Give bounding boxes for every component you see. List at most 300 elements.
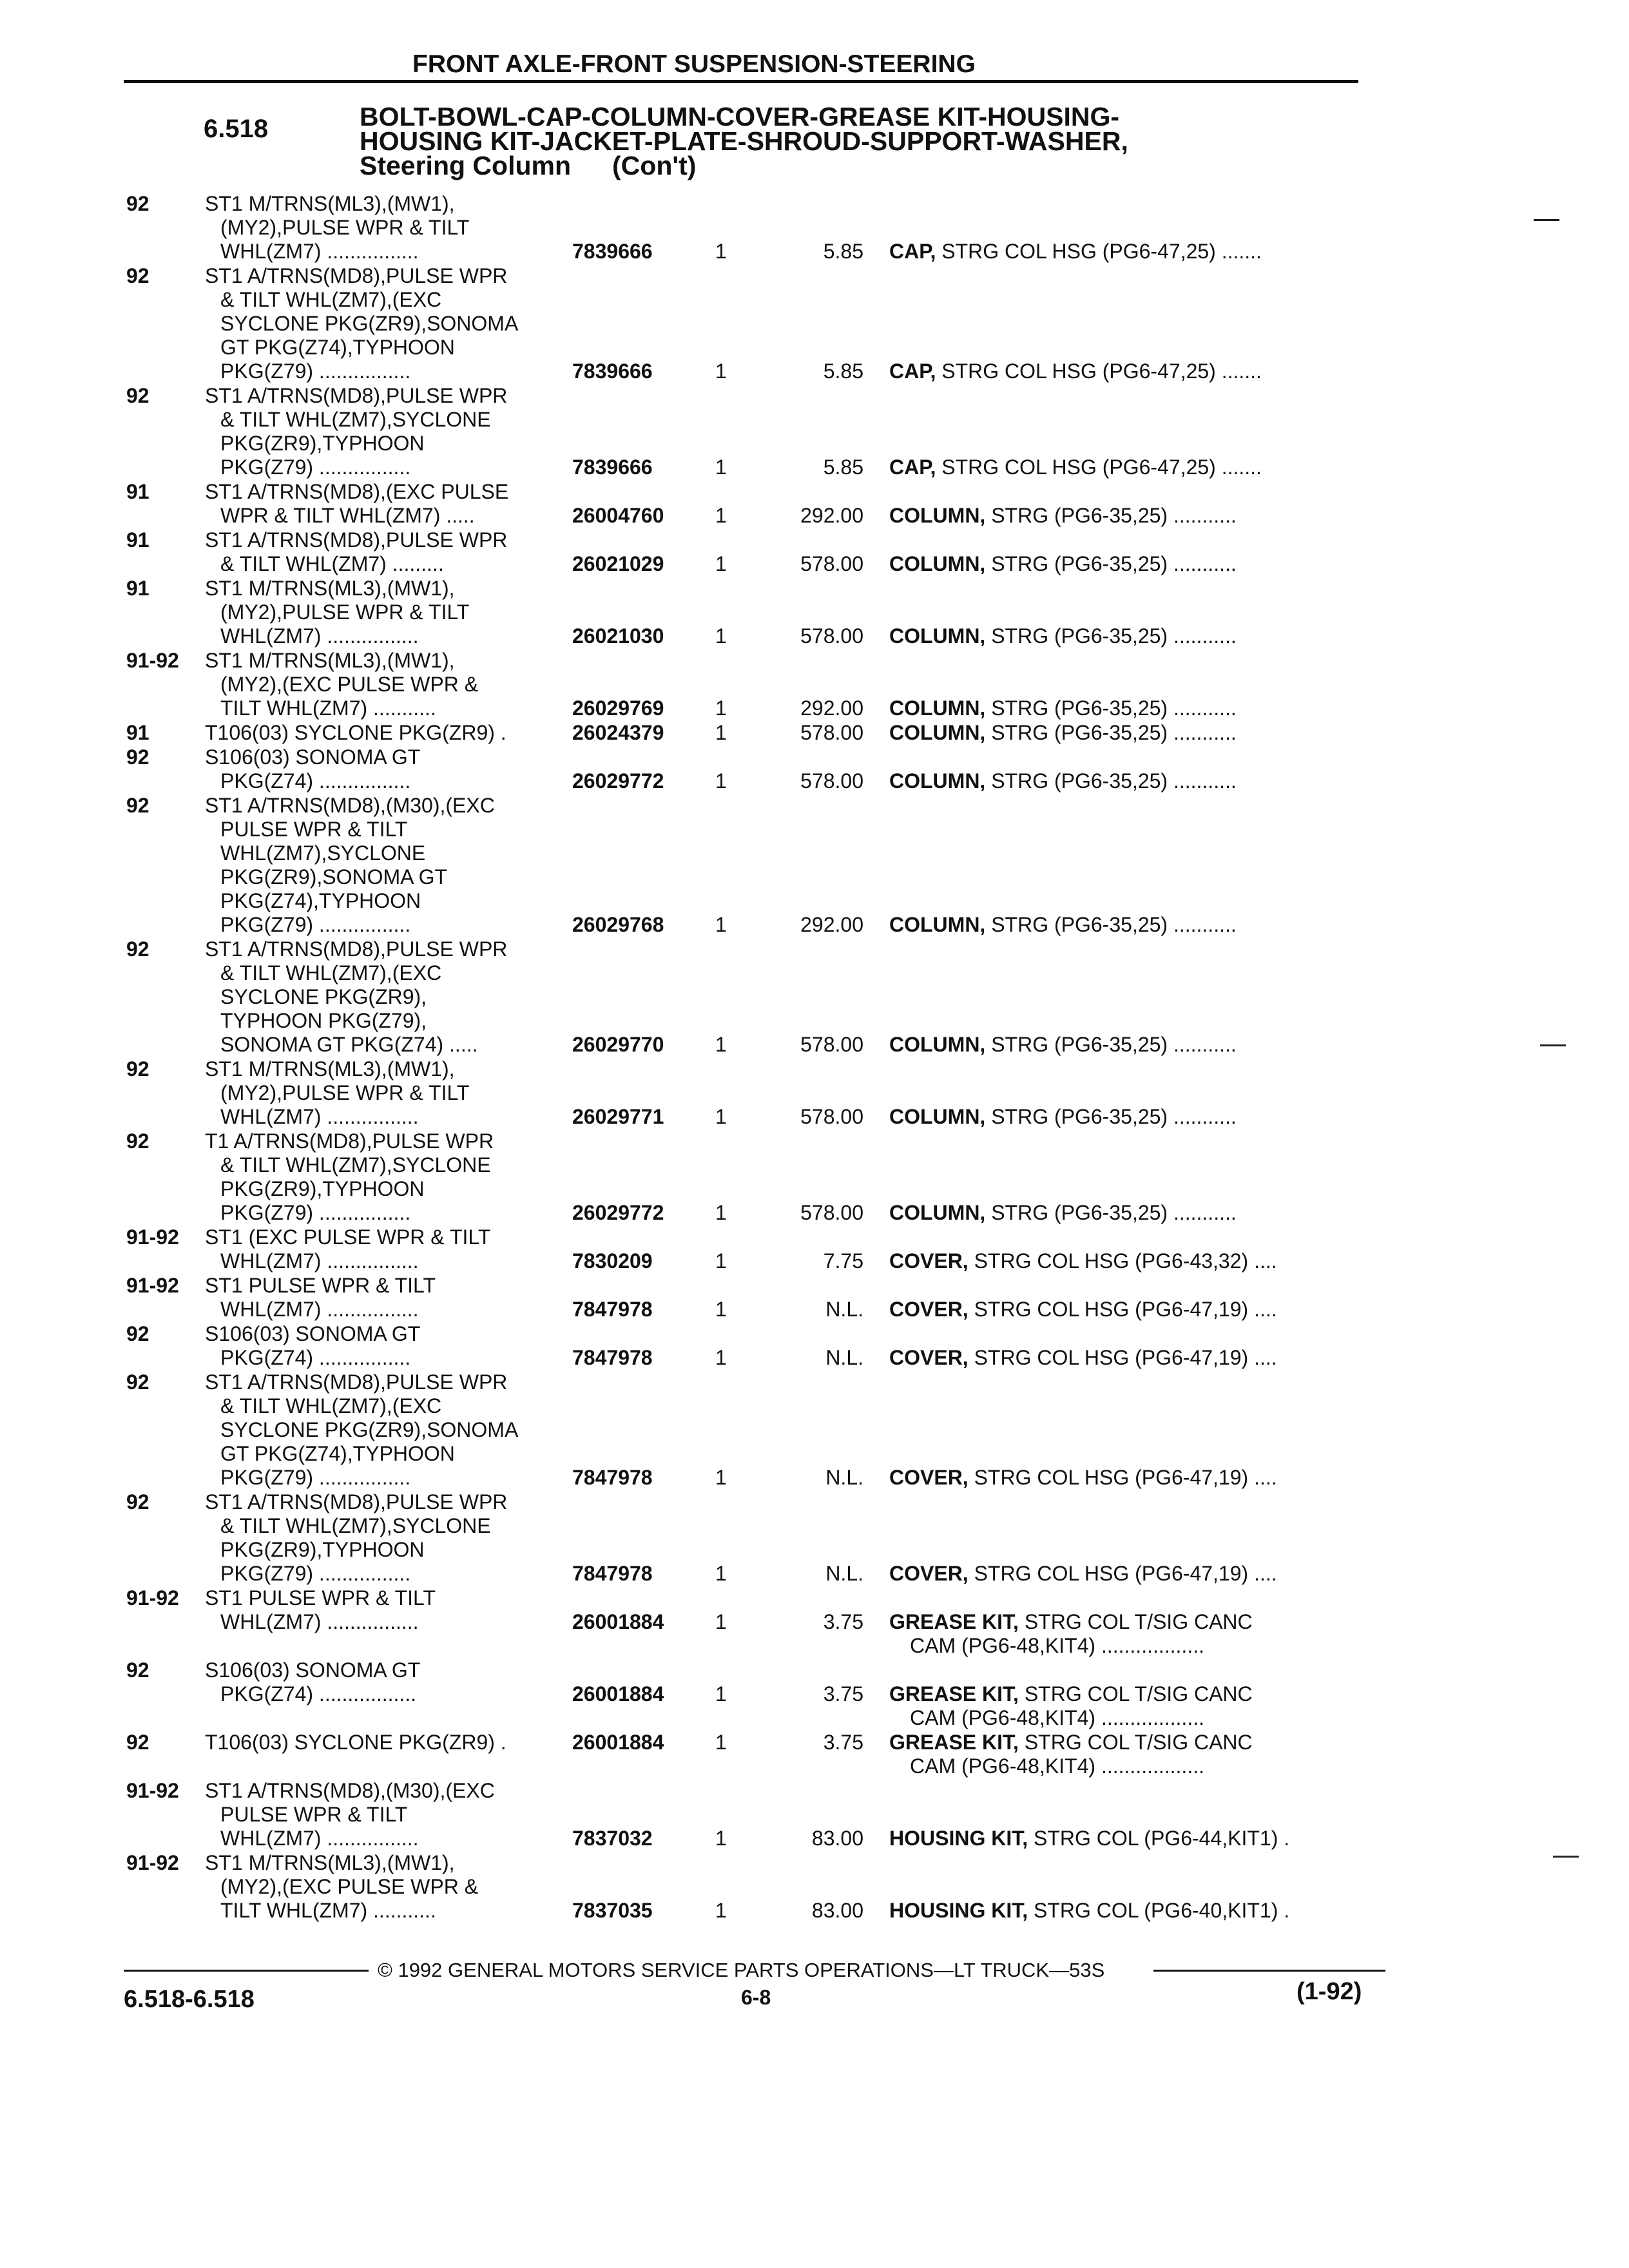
footer-rule-right bbox=[1153, 1970, 1385, 1972]
application-line: ST1 A/TRNS(MD8),PULSE WPR bbox=[205, 1490, 508, 1514]
part-detail: STRG (PG6-35,25) ........... bbox=[985, 913, 1237, 936]
description-line bbox=[889, 1731, 1253, 1754]
part-number: 7837035 bbox=[572, 1899, 653, 1922]
application-line: ST1 PULSE WPR & TILT bbox=[205, 1586, 436, 1610]
model-year: 91 bbox=[126, 577, 149, 600]
part-name: COVER, bbox=[889, 1562, 969, 1585]
quantity: 1 bbox=[715, 1033, 727, 1056]
footer-copyright: © 1992 GENERAL MOTORS SERVICE PARTS OPERATIONS—LT TRUCK—53S bbox=[378, 1959, 1105, 1981]
model-year: 91-92 bbox=[126, 1274, 179, 1297]
part-number: 7847978 bbox=[572, 1562, 653, 1585]
application-line: PKG(Z79) ................ bbox=[220, 913, 411, 936]
price: 5.85 bbox=[823, 456, 863, 479]
part-name: COLUMN, bbox=[889, 769, 986, 793]
model-application bbox=[205, 264, 518, 383]
application-line: PKG(Z79) ................ bbox=[220, 1562, 411, 1585]
model-year: 92 bbox=[126, 1490, 149, 1514]
description-line bbox=[889, 721, 1237, 745]
part-description bbox=[889, 1899, 1289, 1923]
section-subtitle-line bbox=[360, 153, 1128, 178]
part-detail: STRG COL HSG (PG6-47,25) ....... bbox=[936, 456, 1262, 479]
part-description bbox=[889, 1610, 1253, 1658]
model-application bbox=[205, 192, 469, 264]
description-line bbox=[889, 769, 1237, 793]
quantity: 1 bbox=[715, 1827, 727, 1850]
quantity: 1 bbox=[715, 504, 727, 527]
application-line: T106(03) SYCLONE PKG(ZR9) . bbox=[205, 721, 506, 744]
part-number: 7839666 bbox=[572, 360, 653, 383]
application-line: S106(03) SONOMA GT bbox=[205, 1322, 421, 1345]
section-title bbox=[360, 104, 1128, 178]
application-line: ST1 A/TRNS(MD8),(M30),(EXC bbox=[205, 794, 495, 817]
parts-entry bbox=[0, 1779, 1629, 1850]
part-detail: STRG COL (PG6-44,KIT1) . bbox=[1028, 1827, 1290, 1850]
quantity: 1 bbox=[715, 360, 727, 383]
price: 292.00 bbox=[800, 697, 863, 720]
parts-entry bbox=[0, 1658, 1629, 1730]
application-line: PKG(ZR9),TYPHOON bbox=[220, 1538, 425, 1561]
part-number: 7839666 bbox=[572, 456, 653, 479]
part-detail: STRG COL HSG (PG6-47,19) .... bbox=[968, 1346, 1277, 1369]
parts-entry bbox=[0, 794, 1629, 937]
price: 3.75 bbox=[823, 1731, 863, 1754]
application-line: ST1 A/TRNS(MD8),PULSE WPR bbox=[205, 1370, 508, 1394]
application-line: PKG(Z74) ................. bbox=[220, 1682, 417, 1706]
price: 578.00 bbox=[800, 1105, 863, 1128]
section-title-line-2: HOUSING KIT-JACKET-PLATE-SHROUD-SUPPORT-WASHER, bbox=[360, 126, 1128, 156]
model-year: 91-92 bbox=[126, 1225, 179, 1249]
model-year: 91 bbox=[126, 721, 149, 744]
application-line: SYCLONE PKG(ZR9),SONOMA bbox=[220, 1418, 519, 1441]
part-detail: STRG COL T/SIG CANC bbox=[1018, 1610, 1253, 1633]
quantity: 1 bbox=[715, 697, 727, 720]
parts-entry bbox=[0, 577, 1629, 648]
description-line bbox=[889, 1346, 1277, 1370]
model-year: 92 bbox=[126, 794, 149, 817]
quantity: 1 bbox=[715, 1731, 727, 1754]
application-line: WHL(ZM7) ................ bbox=[220, 1249, 419, 1273]
model-application bbox=[205, 745, 420, 793]
application-line: TILT WHL(ZM7) ........... bbox=[220, 1899, 436, 1922]
part-description bbox=[889, 240, 1262, 264]
part-name: HOUSING KIT, bbox=[889, 1899, 1028, 1922]
part-name: COLUMN, bbox=[889, 1105, 986, 1128]
part-detail: STRG (PG6-35,25) ........... bbox=[985, 504, 1237, 527]
model-application bbox=[205, 649, 478, 720]
model-year: 91-92 bbox=[126, 1851, 179, 1874]
price: N.L. bbox=[825, 1298, 863, 1321]
quantity: 1 bbox=[715, 1249, 727, 1273]
price: 7.75 bbox=[823, 1249, 863, 1273]
model-application bbox=[205, 577, 469, 648]
parts-entry bbox=[0, 1731, 1629, 1778]
quantity: 1 bbox=[715, 913, 727, 936]
part-description bbox=[889, 697, 1237, 720]
parts-entry bbox=[0, 1322, 1629, 1370]
part-name: COLUMN, bbox=[889, 1201, 986, 1224]
quantity: 1 bbox=[715, 1105, 727, 1128]
section-continued: (Con't) bbox=[612, 151, 697, 180]
part-name: COVER, bbox=[889, 1346, 969, 1369]
part-name: CAP, bbox=[889, 240, 936, 263]
description-line bbox=[889, 1298, 1277, 1321]
model-application bbox=[205, 480, 508, 528]
model-application bbox=[205, 937, 507, 1057]
model-year: 91 bbox=[126, 480, 149, 503]
price: 5.85 bbox=[823, 360, 863, 383]
model-year: 92 bbox=[126, 937, 149, 961]
price: 83.00 bbox=[811, 1899, 863, 1922]
model-application bbox=[205, 794, 495, 937]
application-line: (MY2),(EXC PULSE WPR & bbox=[220, 1875, 479, 1898]
application-line: ST1 A/TRNS(MD8),PULSE WPR bbox=[205, 937, 508, 961]
price: 578.00 bbox=[800, 624, 863, 648]
quantity: 1 bbox=[715, 240, 727, 263]
part-number: 26024379 bbox=[572, 721, 664, 744]
part-detail: STRG COL HSG (PG6-47,25) ....... bbox=[936, 240, 1262, 263]
application-line: PKG(Z74),TYPHOON bbox=[220, 889, 421, 912]
footer-page-number: 6-8 bbox=[741, 1986, 771, 2009]
description-line bbox=[889, 1033, 1237, 1057]
description-continuation: CAM (PG6-48,KIT4) .................. bbox=[910, 1706, 1204, 1729]
part-description bbox=[889, 1682, 1253, 1730]
part-description bbox=[889, 721, 1237, 745]
part-number: 26001884 bbox=[572, 1682, 664, 1706]
model-year: 91-92 bbox=[126, 1779, 179, 1802]
description-line bbox=[889, 1610, 1253, 1634]
application-line: PKG(Z74) ................ bbox=[220, 1346, 411, 1369]
model-application bbox=[205, 528, 507, 576]
quantity: 1 bbox=[715, 552, 727, 575]
parts-entry bbox=[0, 1370, 1629, 1490]
part-name: CAP, bbox=[889, 360, 936, 383]
parts-entry bbox=[0, 721, 1629, 745]
part-detail: STRG COL HSG (PG6-43,32) .... bbox=[968, 1249, 1277, 1273]
application-line: & TILT WHL(ZM7),(EXC bbox=[220, 1394, 442, 1418]
model-year: 92 bbox=[126, 1322, 149, 1345]
description-line bbox=[889, 1682, 1253, 1706]
part-description bbox=[889, 1827, 1289, 1850]
part-name: COLUMN, bbox=[889, 721, 986, 744]
part-name: COLUMN, bbox=[889, 697, 986, 720]
part-detail: STRG (PG6-35,25) ........... bbox=[985, 697, 1237, 720]
application-line: ST1 M/TRNS(ML3),(MW1), bbox=[205, 1057, 455, 1081]
margin-mark bbox=[1553, 1856, 1579, 1858]
application-line: & TILT WHL(ZM7),SYCLONE bbox=[220, 1514, 491, 1537]
price: N.L. bbox=[825, 1562, 863, 1585]
part-number: 26029768 bbox=[572, 913, 664, 936]
part-name: COLUMN, bbox=[889, 504, 986, 527]
model-application bbox=[205, 1225, 490, 1273]
model-application bbox=[205, 1490, 507, 1586]
description-line bbox=[889, 697, 1237, 720]
margin-mark bbox=[1540, 1044, 1566, 1046]
part-description bbox=[889, 1298, 1277, 1321]
quantity: 1 bbox=[715, 1562, 727, 1585]
part-detail: STRG (PG6-35,25) ........... bbox=[985, 769, 1237, 793]
application-line: PKG(Z79) ................ bbox=[220, 456, 411, 479]
part-description bbox=[889, 1346, 1277, 1370]
application-line: ST1 M/TRNS(ML3),(MW1), bbox=[205, 192, 455, 215]
description-line bbox=[889, 1827, 1289, 1850]
part-number: 26021029 bbox=[572, 552, 664, 575]
price: 292.00 bbox=[800, 504, 863, 527]
price: 83.00 bbox=[811, 1827, 863, 1850]
part-description bbox=[889, 769, 1237, 793]
parts-entry bbox=[0, 1129, 1629, 1225]
part-number: 26004760 bbox=[572, 504, 664, 527]
application-line: WPR & TILT WHL(ZM7) ..... bbox=[220, 504, 475, 527]
description-line bbox=[889, 552, 1237, 576]
quantity: 1 bbox=[715, 1682, 727, 1706]
part-description bbox=[889, 504, 1237, 528]
price: 5.85 bbox=[823, 240, 863, 263]
parts-entry bbox=[0, 937, 1629, 1057]
part-description bbox=[889, 1466, 1277, 1490]
section-subtitle: Steering Column bbox=[360, 151, 572, 180]
application-line: PULSE WPR & TILT bbox=[220, 818, 408, 841]
part-detail: STRG (PG6-35,25) ........... bbox=[985, 721, 1237, 744]
parts-entry bbox=[0, 1057, 1629, 1129]
model-year: 91-92 bbox=[126, 649, 179, 672]
description-line bbox=[889, 1249, 1277, 1273]
section-title-line-1: BOLT-BOWL-CAP-COLUMN-COVER-GREASE KIT-HOUSING- bbox=[360, 102, 1120, 131]
application-line: & TILT WHL(ZM7),(EXC bbox=[220, 961, 442, 985]
part-description bbox=[889, 624, 1237, 648]
application-line: PULSE WPR & TILT bbox=[220, 1803, 408, 1826]
application-line: PKG(ZR9),TYPHOON bbox=[220, 432, 425, 455]
model-application bbox=[205, 721, 506, 745]
part-number: 7837032 bbox=[572, 1827, 653, 1850]
part-description bbox=[889, 1105, 1237, 1129]
model-application bbox=[205, 1057, 469, 1129]
part-description bbox=[889, 913, 1237, 937]
part-name: COLUMN, bbox=[889, 624, 986, 648]
page-header: FRONT AXLE-FRONT SUSPENSION-STEERING bbox=[412, 50, 976, 78]
model-year: 92 bbox=[126, 192, 149, 215]
quantity: 1 bbox=[715, 1298, 727, 1321]
price: 3.75 bbox=[823, 1682, 863, 1706]
part-description bbox=[889, 1731, 1253, 1778]
application-line: & TILT WHL(ZM7),SYCLONE bbox=[220, 408, 491, 431]
application-line: S106(03) SONOMA GT bbox=[205, 745, 421, 769]
model-application bbox=[205, 1658, 420, 1706]
application-line: SONOMA GT PKG(Z74) ..... bbox=[220, 1033, 478, 1056]
application-line: (MY2),(EXC PULSE WPR & bbox=[220, 673, 479, 696]
price: N.L. bbox=[825, 1466, 863, 1489]
model-year: 92 bbox=[126, 1129, 149, 1153]
part-description bbox=[889, 1562, 1277, 1586]
application-line: T106(03) SYCLONE PKG(ZR9) . bbox=[205, 1731, 506, 1754]
model-year: 92 bbox=[126, 1731, 149, 1754]
quantity: 1 bbox=[715, 721, 727, 744]
quantity: 1 bbox=[715, 1466, 727, 1489]
application-line: ST1 PULSE WPR & TILT bbox=[205, 1274, 436, 1297]
application-line: WHL(ZM7),SYCLONE bbox=[220, 841, 426, 865]
model-year: 92 bbox=[126, 264, 149, 287]
model-year: 92 bbox=[126, 1370, 149, 1394]
part-description bbox=[889, 552, 1237, 576]
model-application bbox=[205, 1274, 436, 1321]
section-number: 6.518 bbox=[204, 115, 269, 143]
application-line: ST1 M/TRNS(ML3),(MW1), bbox=[205, 1851, 455, 1874]
part-detail: STRG (PG6-35,25) ........... bbox=[985, 624, 1237, 648]
description-line bbox=[889, 240, 1262, 264]
application-line: ST1 A/TRNS(MD8),(M30),(EXC bbox=[205, 1779, 495, 1802]
part-name: COLUMN, bbox=[889, 1033, 986, 1056]
model-year: 92 bbox=[126, 1057, 149, 1081]
price: 3.75 bbox=[823, 1610, 863, 1633]
part-detail: STRG (PG6-35,25) ........... bbox=[985, 1033, 1237, 1056]
part-description bbox=[889, 1201, 1237, 1225]
part-name: COVER, bbox=[889, 1466, 969, 1489]
part-number: 26001884 bbox=[572, 1610, 664, 1633]
part-name: COLUMN, bbox=[889, 552, 986, 575]
parts-entry bbox=[0, 264, 1629, 383]
model-application bbox=[205, 1586, 436, 1634]
application-line: (MY2),PULSE WPR & TILT bbox=[220, 1081, 470, 1104]
quantity: 1 bbox=[715, 624, 727, 648]
description-line bbox=[889, 456, 1262, 479]
application-line: ST1 M/TRNS(ML3),(MW1), bbox=[205, 577, 455, 600]
application-line: WHL(ZM7) ................ bbox=[220, 1610, 419, 1633]
model-application bbox=[205, 1129, 494, 1225]
price: 578.00 bbox=[800, 1201, 863, 1224]
part-description bbox=[889, 456, 1262, 479]
application-line: WHL(ZM7) ................ bbox=[220, 240, 419, 263]
application-line: T1 A/TRNS(MD8),PULSE WPR bbox=[205, 1129, 494, 1153]
application-line: PKG(ZR9),SONOMA GT bbox=[220, 865, 448, 889]
model-application bbox=[205, 1322, 420, 1370]
application-line: ST1 A/TRNS(MD8),(EXC PULSE bbox=[205, 480, 509, 503]
part-number: 26021030 bbox=[572, 624, 664, 648]
footer-revision-date: (1-92) bbox=[1296, 1978, 1362, 2005]
part-detail: STRG COL T/SIG CANC bbox=[1018, 1682, 1253, 1706]
part-name: CAP, bbox=[889, 456, 936, 479]
part-detail: STRG (PG6-35,25) ........... bbox=[985, 552, 1237, 575]
application-line: S106(03) SONOMA GT bbox=[205, 1658, 421, 1682]
parts-entry bbox=[0, 480, 1629, 528]
part-number: 7830209 bbox=[572, 1249, 653, 1273]
part-number: 7847978 bbox=[572, 1298, 653, 1321]
model-application bbox=[205, 384, 507, 479]
part-number: 26029769 bbox=[572, 697, 664, 720]
part-detail: STRG COL (PG6-40,KIT1) . bbox=[1028, 1899, 1290, 1922]
application-line: WHL(ZM7) ................ bbox=[220, 624, 419, 648]
part-detail: STRG (PG6-35,25) ........... bbox=[985, 1201, 1237, 1224]
quantity: 1 bbox=[715, 769, 727, 793]
application-line: ST1 A/TRNS(MD8),PULSE WPR bbox=[205, 264, 508, 287]
part-description bbox=[889, 360, 1262, 383]
part-number: 7847978 bbox=[572, 1346, 653, 1369]
description-continuation: CAM (PG6-48,KIT4) .................. bbox=[910, 1634, 1204, 1657]
part-name: COVER, bbox=[889, 1249, 969, 1273]
application-line: WHL(ZM7) ................ bbox=[220, 1298, 419, 1321]
description-line bbox=[889, 913, 1237, 937]
application-line: TILT WHL(ZM7) ........... bbox=[220, 697, 436, 720]
parts-entry bbox=[0, 1586, 1629, 1658]
model-application bbox=[205, 1779, 495, 1850]
part-number: 7839666 bbox=[572, 240, 653, 263]
application-line: & TILT WHL(ZM7),SYCLONE bbox=[220, 1153, 491, 1177]
parts-entry bbox=[0, 528, 1629, 576]
model-year: 92 bbox=[126, 1658, 149, 1682]
part-name: HOUSING KIT, bbox=[889, 1827, 1028, 1850]
part-detail: STRG COL HSG (PG6-47,19) .... bbox=[968, 1466, 1277, 1489]
description-line bbox=[889, 1899, 1289, 1923]
description-line bbox=[889, 1466, 1277, 1490]
parts-entry bbox=[0, 649, 1629, 720]
model-year: 91-92 bbox=[126, 1586, 179, 1610]
parts-list bbox=[0, 192, 1629, 1923]
part-detail: STRG COL HSG (PG6-47,19) .... bbox=[968, 1298, 1277, 1321]
quantity: 1 bbox=[715, 1346, 727, 1369]
margin-mark bbox=[1534, 219, 1559, 221]
part-detail: STRG COL HSG (PG6-47,25) ....... bbox=[936, 360, 1262, 383]
price: 578.00 bbox=[800, 721, 863, 744]
application-line: & TILT WHL(ZM7),(EXC bbox=[220, 288, 442, 311]
application-line: (MY2),PULSE WPR & TILT bbox=[220, 216, 470, 239]
description-line bbox=[889, 624, 1237, 648]
header-rule bbox=[124, 80, 1358, 83]
application-line: SYCLONE PKG(ZR9),SONOMA bbox=[220, 312, 519, 335]
model-application bbox=[205, 1851, 478, 1923]
quantity: 1 bbox=[715, 1610, 727, 1633]
parts-entry bbox=[0, 1851, 1629, 1923]
parts-entry bbox=[0, 745, 1629, 793]
application-line: TYPHOON PKG(Z79), bbox=[220, 1009, 427, 1032]
model-year: 92 bbox=[126, 745, 149, 769]
application-line: WHL(ZM7) ................ bbox=[220, 1105, 419, 1128]
footer-section-range: 6.518-6.518 bbox=[124, 1986, 255, 2013]
model-year: 91 bbox=[126, 528, 149, 552]
description-line bbox=[889, 1201, 1237, 1225]
application-line: ST1 A/TRNS(MD8),PULSE WPR bbox=[205, 528, 508, 552]
quantity: 1 bbox=[715, 456, 727, 479]
application-line: PKG(Z79) ................ bbox=[220, 1201, 411, 1224]
application-line: GT PKG(Z74),TYPHOON bbox=[220, 1442, 455, 1465]
application-line: PKG(Z79) ................ bbox=[220, 360, 411, 383]
part-name: GREASE KIT, bbox=[889, 1682, 1019, 1706]
part-number: 26029771 bbox=[572, 1105, 664, 1128]
application-line: PKG(Z79) ................ bbox=[220, 1466, 411, 1489]
part-number: 26029770 bbox=[572, 1033, 664, 1056]
parts-entry bbox=[0, 1225, 1629, 1273]
model-application bbox=[205, 1731, 506, 1754]
application-line: WHL(ZM7) ................ bbox=[220, 1827, 419, 1850]
price: 578.00 bbox=[800, 1033, 863, 1056]
price: N.L. bbox=[825, 1346, 863, 1369]
parts-entry bbox=[0, 384, 1629, 479]
description-continuation: CAM (PG6-48,KIT4) .................. bbox=[910, 1754, 1204, 1778]
part-number: 26001884 bbox=[572, 1731, 664, 1754]
part-name: COLUMN, bbox=[889, 913, 986, 936]
application-line: ST1 A/TRNS(MD8),PULSE WPR bbox=[205, 384, 508, 407]
description-line bbox=[889, 504, 1237, 528]
parts-entry bbox=[0, 1274, 1629, 1321]
model-year: 92 bbox=[126, 384, 149, 407]
application-line: SYCLONE PKG(ZR9), bbox=[220, 985, 427, 1008]
part-number: 26029772 bbox=[572, 1201, 664, 1224]
part-description bbox=[889, 1033, 1237, 1057]
part-name: COVER, bbox=[889, 1298, 969, 1321]
application-line: PKG(Z74) ................ bbox=[220, 769, 411, 793]
application-line: (MY2),PULSE WPR & TILT bbox=[220, 601, 470, 624]
description-line bbox=[889, 1562, 1277, 1586]
part-number: 7847978 bbox=[572, 1466, 653, 1489]
description-line bbox=[889, 1105, 1237, 1129]
part-detail: STRG COL HSG (PG6-47,19) .... bbox=[968, 1562, 1277, 1585]
